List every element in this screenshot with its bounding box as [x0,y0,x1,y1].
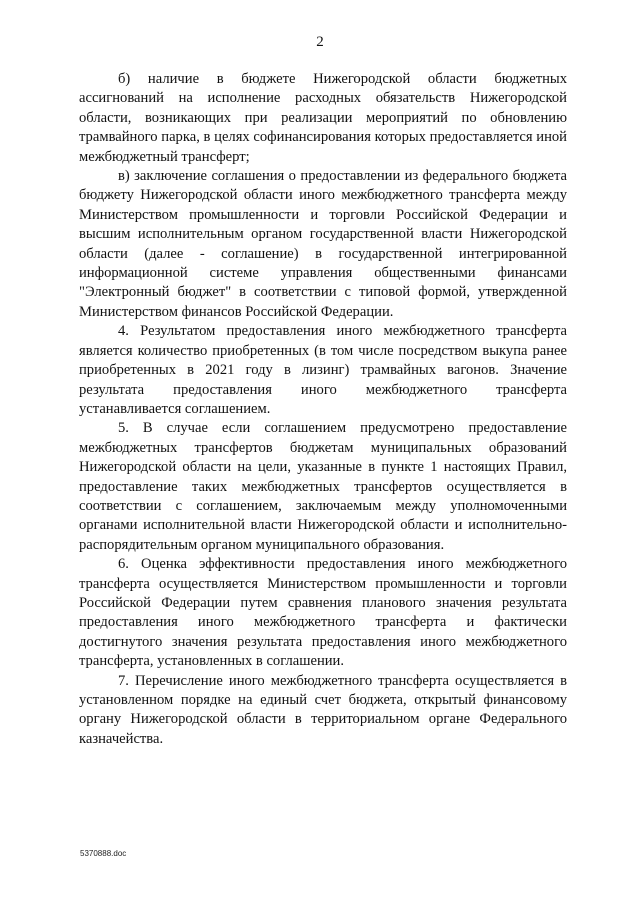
paragraph-5-municipal-transfers: 5. В случае если соглашением предусмотрено предоставление межбюджетных трансфертов бюджетам муниципальных образований Нижегородской области на цели, указанные в пункте 1 настоящих Правил, предоставление таких межбюджетных трансфертов осуществляется в соответствии с соглашением, заключаемым между уполномоченными органами исполнительной власти Нижегородской области и исполнительно-распорядительным органом муниципального образования. [79,420,567,553]
paragraph-4-result: 4. Результатом предоставления иного межбюджетного трансферта является количество приобретенных (в том числе посредством выкупа ранее приобретенных в 2021 году в лизинг) трамвайных вагонов. Значение результата предоставления иного межбюджетного трансферта устанавливается соглашением. [79,323,567,417]
paragraph-7-transfer-payment: 7. Перечисление иного межбюджетного трансферта осуществляется в установленном порядке на единый счет бюджета, открытый финансовому органу Нижегородской области в территориальном органе Федерального казначейства. [79,672,567,747]
paragraph-6-efficiency-assessment: 6. Оценка эффективности предоставления иного межбюджетного трансферта осуществляется Министерством промышленности и торговли Российской Федерации путем сравнения планового значения результата предоставления иного межбюджетного трансферта и фактически достигнутого значения результата предоставления иного межбюджетного трансферта, установленных в соглашении. [79,556,567,670]
page-number: 2 [316,34,324,50]
document-body [79,70,567,749]
footer-file-name: 5370888.doc [80,849,127,858]
paragraph-b-budget-allocations: б) наличие в бюджете Нижегородской области бюджетных ассигнований на исполнение расходных обязательств Нижегородской области, возникающих при реализации мероприятий по обновлению трамвайного парка, в целях софинансирования которых предоставляется иной межбюджетный трансферт; [79,71,567,165]
paragraph-v-agreement: в) заключение соглашения о предоставлении из федерального бюджета бюджету Нижегородской области иного межбюджетного трансферта между Министерством промышленности и торговли Российской Федерации и высшим исполнительным органом государственной власти Нижегородской области (далее - соглашение) в государственной интегрированной информационной системе управления общественными финансами "Электронный бюджет" в соответствии с типовой формой, утвержденной Министерством финансов Российской Федерации. [79,168,567,320]
